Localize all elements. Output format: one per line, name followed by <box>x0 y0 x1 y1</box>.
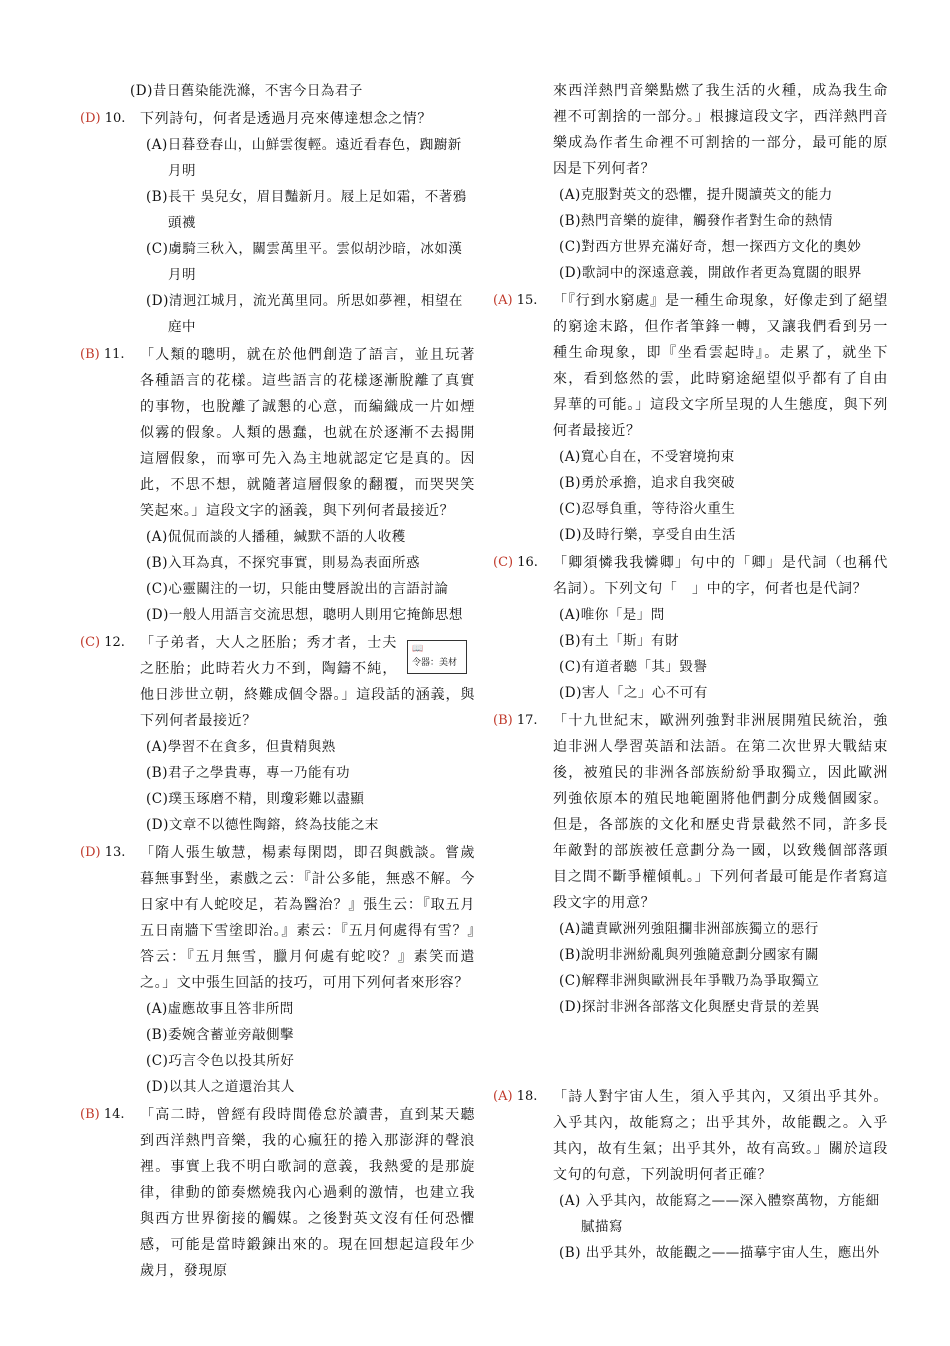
option-d: (D)害人「之」心不可有 <box>559 685 708 701</box>
option-b: (B)入耳為真，不探究事實，則易為表面所惑 <box>146 555 420 571</box>
vocab-note-box <box>407 640 467 674</box>
option-a: (A)虛應故事且答非所問 <box>146 1001 294 1017</box>
option-a: (A)譴責歐洲列強阻攔非洲部族獨立的惡行 <box>559 921 819 937</box>
answer-label: (C) <box>493 555 514 570</box>
option-b: (B)有土「斯」有財 <box>559 633 679 649</box>
option-a: (A)學習不在貪多，但貴精與熟 <box>146 739 336 755</box>
question-number: 18. <box>516 1089 538 1104</box>
question-10 <box>80 106 475 340</box>
option-b: (B)委婉含蓄並旁敲側擊 <box>146 1027 294 1043</box>
option-d: (D)清迥江城月，流光萬里同。所思如夢裡，相望在庭中 <box>146 293 463 335</box>
option-a: (A)克服對英文的恐懼，提升閱讀英文的能力 <box>559 187 833 203</box>
option-a: (A) 入乎其內，故能寫之——深入體察萬物，方能細膩描寫 <box>559 1193 880 1235</box>
option-b: (B)說明非洲紛亂與列強隨意劃分國家有關 <box>559 947 819 963</box>
question-number: 16. <box>517 555 538 570</box>
answer-label: (A) <box>493 293 513 308</box>
option-a: (A)寬心自在，不受窘境拘束 <box>559 449 735 465</box>
question-15 <box>493 288 888 548</box>
option-a: (A)日暮登春山，山鮮雲復輕。遠近看春色，踟躕新月明 <box>146 137 462 179</box>
option-c: (C)巧言令色以投其所好 <box>146 1053 295 1069</box>
question-11 <box>80 342 475 628</box>
option-c: (C)心靈關注的一切，只能由雙唇說出的言語討論 <box>146 581 449 597</box>
question-stem: 「隋人張生敏慧，楊素每閑悶，即召與戲談。嘗歲暮無事對坐，素戲之云：『計公多能，無惑不解。今日家中有人蛇咬足，若為醫治？』張生云：『取五月五日南牆下雪塗即治。』素云：『五月何處得有雪？』答云：『五月無雪，臘月何處有蛇咬？』素笑而遣之。」文中張生回話的技巧，可用下列何者來形容？ <box>140 845 475 991</box>
option-b: (B)熱門音樂的旋律，觸發作者對生命的熱情 <box>559 213 833 229</box>
question-tag <box>493 288 553 314</box>
option-c: (C)虜騎三秋入，關雲萬里平。雲似胡沙暗，冰如漢月明 <box>146 241 463 283</box>
option-c: (C)解釋非洲與歐洲長年爭戰乃為爭取獨立 <box>559 973 820 989</box>
question-stem: 「高二時，曾經有段時間倦怠於讀書，直到某天聽到西洋熱門音樂，我的心瘋狂的捲入那澎湃的聲浪裡。事實上我不明白歌詞的意義，我熱愛的是那旋律，律動的節奏燃燒我內心過剩的激情，也建立我與西方世界銜接的觸媒。之後對英文沒有任何恐懼感，可能是當時鍛鍊出來的。現在回想起這段年少歲月，發現原 <box>140 1107 475 1279</box>
question-number: 12. <box>104 635 125 650</box>
answer-label: (D) <box>80 111 101 126</box>
option-b: (B)勇於承擔，追求自我突破 <box>559 475 735 491</box>
option-d: (D)一般人用語言交流思想，聰明人則用它掩飾思想 <box>146 607 463 623</box>
question-17 <box>493 708 888 1020</box>
question-tag <box>80 630 140 656</box>
option-b: (B)長干 吳兒女，眉目豔新月。屐上足如霜，不著鴉頭襪 <box>146 189 467 231</box>
question-tag <box>80 1102 140 1128</box>
option-d: (D)以其人之道還治其人 <box>146 1079 295 1095</box>
question-14-continued <box>493 78 888 286</box>
question-stem: 「子弟者，大人之胚胎；秀才者，士夫之胚胎；此時若火力不到，陶鑄不純，他日涉世立朝，終難成個令器。」這段話的涵義，與下列何者最接近？ <box>140 635 475 729</box>
question-stem: 「十九世紀末，歐洲列強對非洲展開殖民統治，強迫非洲人學習英語和法語。在第二次世界大戰結束後，被殖民的非洲各部族紛紛爭取獨立，因此歐洲列強依原本的殖民地範圍將他們劃分成幾個國家。但是，各部族的文化和歷史背景截然不同，許多長年敵對的部族被任意劃分為一國，以致幾個部落頭目之間不斷爭權傾軋。」下列何者最可能是作者寫這段文字的用意？ <box>553 713 888 911</box>
question-tag <box>80 106 140 132</box>
question-stem: 「『行到水窮處』是一種生命現象，好像走到了絕望的窮途末路，但作者筆鋒一轉，又讓我們看到另一種生命現象，即『坐看雲起時』。走累了，就坐下來，看到悠然的雲，此時窮途絕望似乎都有了自由昇華的可能。」這段文字所呈現的人生態度，與下列何者最接近？ <box>553 293 888 439</box>
question-stem: 「人類的聰明，就在於他們創造了語言，並且玩著各種語言的花樣。這些語言的花樣逐漸脫離了真實的事物，也脫離了誠懇的心意，而編織成一片如煙似霧的假象。人類的愚蠢，也就在於逐漸不去揭開這層假象，而寧可先入為主地就認定它是真的。因此，不思不想，就隨著這層假象的翻覆，而哭哭笑笑起來。」這段文字的涵義，與下列何者最接近？ <box>140 347 475 519</box>
option-c: (C)忍辱負重，等待浴火重生 <box>559 501 736 517</box>
option-c: (C)璞玉琢磨不精，則瓊彩難以盡顯 <box>146 791 365 807</box>
option-d: (D)及時行樂，享受自由生活 <box>559 527 736 543</box>
option-9-d: (D)昔日舊染能洗滌，不害今日為君子 <box>130 83 363 99</box>
right-column <box>493 78 888 1268</box>
option-b: (B)君子之學貴專，專一乃能有功 <box>146 765 350 781</box>
book-icon: 📖 <box>412 644 424 654</box>
question-tag <box>493 708 553 734</box>
question-stem: 下列詩句，何者是透過月亮來傳達想念之情？ <box>140 111 432 127</box>
question-13 <box>80 840 475 1100</box>
question-stem: 「卿須憐我我憐卿」句中的「卿」是代詞（也稱代名詞）。下列文句「 」中的字，何者也是代詞？ <box>553 555 888 597</box>
question-tag <box>80 840 140 866</box>
question-tag <box>493 1084 553 1110</box>
option-c: (C)對西方世界充滿好奇，想一探西方文化的奧妙 <box>559 239 862 255</box>
option-a: (A)侃侃而談的人播種，緘默不語的人收穫 <box>146 529 406 545</box>
answer-label: (B) <box>80 347 100 362</box>
question-18 <box>493 1084 888 1266</box>
question-number: 11. <box>103 347 125 362</box>
question-number: 14. <box>103 1107 125 1122</box>
question-stem-continued: 來西洋熱門音樂點燃了我生活的火種，成為我生命裡不可割捨的一部分。」根據這段文字，西洋熱門音樂成為作者生命裡不可割捨的一部分，最可能的原因是下列何者？ <box>553 83 888 177</box>
question-14 <box>80 1102 475 1284</box>
answer-label: (D) <box>80 845 101 860</box>
answer-label: (A) <box>493 1089 513 1104</box>
vocab-note: 令器：美材 <box>412 658 458 668</box>
option-a: (A)唯你「是」問 <box>559 607 665 623</box>
question-12 <box>80 630 475 838</box>
question-tag <box>80 342 140 368</box>
answer-label: (B) <box>493 713 513 728</box>
question-tag <box>493 550 553 576</box>
question-number: 10. <box>104 111 126 126</box>
left-column <box>80 78 475 1286</box>
question-number: 13. <box>104 845 126 860</box>
option-d: (D)歌詞中的深遠意義，開啟作者更為寬闊的眼界 <box>559 265 862 281</box>
blank-gap <box>493 1022 888 1084</box>
answer-label: (C) <box>80 635 101 650</box>
question-number: 17. <box>516 713 538 728</box>
question-number: 15. <box>516 293 538 308</box>
option-d: (D)文章不以德性陶鎔，終為技能之末 <box>146 817 379 833</box>
question-16 <box>493 550 888 706</box>
question-stem: 「詩人對宇宙人生，須入乎其內，又須出乎其外。入乎其內，故能寫之；出乎其外，故能觀之。入乎其內，故有生氣；出乎其外，故有高致。」關於這段文句的句意，下列說明何者正確？ <box>553 1089 888 1183</box>
option-b: (B) 出乎其外，故能觀之——描摹宇宙人生，應出外 <box>559 1245 880 1261</box>
answer-label: (B) <box>80 1107 100 1122</box>
option-d: (D)探討非洲各部落文化與歷史背景的差異 <box>559 999 820 1015</box>
option-c: (C)有道者聽「其」毀譽 <box>559 659 708 675</box>
